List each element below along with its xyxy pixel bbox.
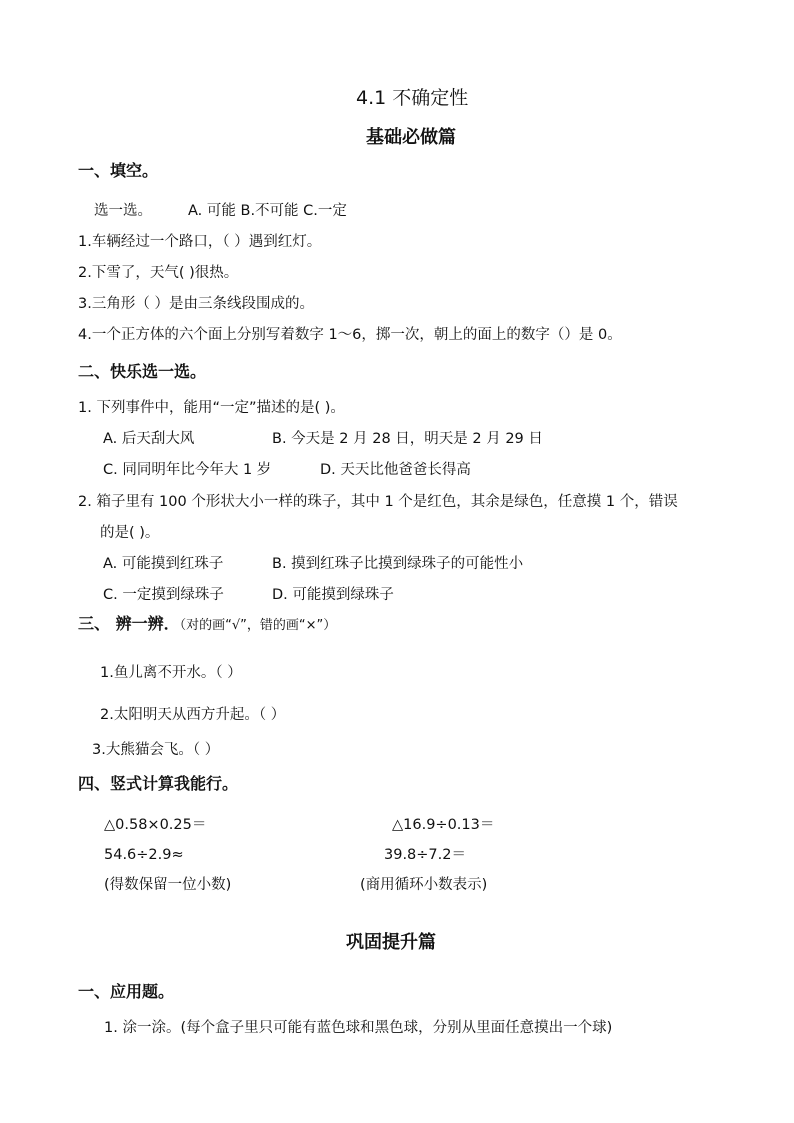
section3-note: （对的画“√”，错的画“×”） (179, 618, 337, 633)
choice-q1-c: C. 同同明年比今年大 1 岁 (103, 462, 272, 478)
choice-q2-c: C. 一定摸到绿珠子 (103, 587, 224, 603)
fill-item-4: 4.一个正方体的六个面上分别写着数字 1～6，掷一次，朝上的面上的数字（）是 0。 (78, 327, 622, 343)
section2-title: 二、快乐选一选。 (78, 362, 207, 381)
calc-1: △0.58×0.25＝ (104, 817, 207, 833)
calc-note-2: (商用循环小数表示) (360, 877, 488, 893)
section3-title (78, 616, 336, 632)
fill-item-2: 2.下雪了，天气( )很热。 (78, 265, 239, 281)
judge-item-3: 3.大熊猫会飞。（ ） (92, 742, 220, 758)
choice-q1: 1. 下列事件中，能用“一定”描述的是( )。 (78, 400, 345, 416)
choice-q2-b: B. 摸到红珠子比摸到绿珠子的可能性小 (272, 556, 524, 572)
choice-q2-line1: 2. 箱子里有 100 个形状大小一样的珠子，其中 1 个是红色，其余是绿色，任意摸 1 个，错误 (78, 494, 678, 510)
choice-q2-d: D. 可能摸到绿珠子 (272, 587, 394, 603)
choice-q1-b: B. 今天是 2 月 28 日，明天是 2 月 29 日 (272, 431, 543, 447)
fill-item-3: 3.三角形（ ）是由三条线段围成的。 (78, 296, 314, 312)
choice-q1-a: A. 后天刮大风 (103, 431, 195, 447)
part2-heading: 巩固提升篇 (346, 932, 436, 953)
calc-3: 54.6÷2.9≈ (104, 847, 184, 863)
section1-prompt: 选一选。 (94, 203, 152, 219)
choice-q1-d: D. 天天比他爸爸长得高 (320, 462, 471, 478)
section1-options: A. 可能 B.不可能 C.一定 (188, 203, 347, 219)
part1-heading: 基础必做篇 (366, 127, 456, 148)
section1-title: 一、填空。 (78, 161, 159, 180)
calc-2: △16.9÷0.13＝ (392, 817, 495, 833)
choice-q2-a: A. 可能摸到红珠子 (103, 556, 224, 572)
judge-item-1: 1.鱼儿离不开水。（ ） (100, 665, 242, 681)
judge-item-2: 2.太阳明天从西方升起。（ ） (100, 707, 286, 723)
calc-4: 39.8÷7.2＝ (384, 847, 466, 863)
calc-note-1: (得数保留一位小数) (104, 877, 232, 893)
application-q1: 1. 涂一涂。(每个盒子里只可能有蓝色球和黑色球，分别从里面任意摸出一个球) (104, 1020, 613, 1036)
page-title: 4.1 不确定性 (356, 87, 469, 109)
section3-title-text: 三、 辨一辨． (78, 614, 180, 633)
fill-item-1: 1.车辆经过一个路口，（ ）遇到红灯。 (78, 234, 322, 250)
choice-q2-line2: 的是( )。 (100, 525, 160, 541)
part2-section1-title: 一、应用题。 (78, 982, 175, 1001)
section4-title: 四、竖式计算我能行。 (78, 774, 239, 793)
